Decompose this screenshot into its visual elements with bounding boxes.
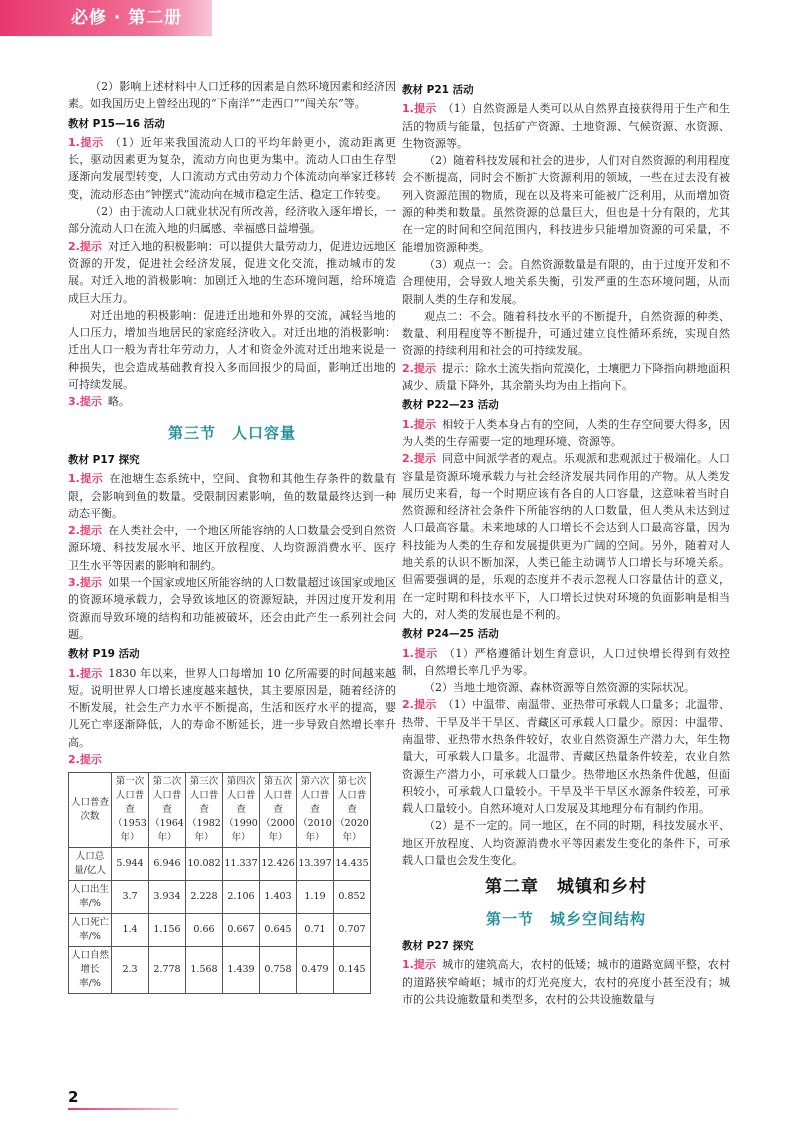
table-cell: 1.568	[186, 947, 223, 994]
answer-text: 在池塘生态系统中，空间、食物和其他生存条件的数量有限，会影响到鱼的数量。受限制因素影响，鱼的数量最终达到一种动态平衡。	[68, 472, 397, 520]
tip-label: 提示	[79, 239, 103, 253]
tip-label: 提示	[413, 417, 437, 431]
answer-text: （1）自然资源是人类可以从自然界直接获得用于生产和生活的物质与能量，包括矿产资源、土地资源、气候资源、水资源、生物资源等。	[402, 102, 731, 150]
item-number: 1.	[402, 646, 414, 660]
answer-text: 在人类社会中，一个地区所能容纳的人口数量会受到自然资源环境、科技发展水平、地区开放程度、人均资源消费水平、医疗卫生水平等因素的影响和制约。	[68, 524, 397, 572]
table-cell: 0.758	[260, 947, 297, 994]
section-heading: 教材 P24—25 活动	[402, 628, 499, 641]
answer-item	[68, 134, 396, 203]
section-title: 第一节 城乡空间结构	[485, 909, 646, 928]
right-column	[402, 79, 730, 1008]
row-label: 人口死亡率/%	[69, 914, 112, 947]
item-number: 3.	[68, 395, 80, 409]
table-column-header: 第一次人口普查（1953年）	[112, 773, 149, 848]
answer-text: 略。	[107, 395, 130, 409]
tip-label: 提示	[413, 646, 438, 660]
section-heading: 教材 P19 活动	[68, 648, 140, 661]
table-cell: 1.19	[297, 881, 334, 914]
answer-item	[68, 665, 396, 751]
item-number: 1.	[68, 135, 80, 149]
table-cell: 0.852	[334, 881, 371, 914]
table-cell: 14.435	[334, 848, 371, 881]
item-number: 2.	[68, 752, 80, 766]
answer-text: 对迁出地的积极影响：促进迁出地和外界的交流，减轻当地的人口压力，增加当地居民的家庭经济收入。对迁出地的消极影响：迁出人口一般为青壮年劳动力，人才和资金外流对迁出地来说是一种损失，也会造成基础教育投入多而回报少的局面，影响迁出地的可持续发展。	[68, 308, 396, 392]
tip-label: 提示	[79, 135, 104, 149]
answer-text: （2）由于流动人口就业状况有所改善，经济收入逐年增长，一部分流动人口在流入地的归属感、幸福感日益增强。	[68, 205, 396, 236]
answer-item	[68, 470, 396, 522]
item-number: 2.	[402, 361, 414, 375]
item-number: 2.	[68, 239, 80, 253]
tip-label: 提示	[413, 102, 437, 116]
answer-item	[68, 751, 396, 768]
answer-text: （1）近年来我国流动人口的平均年龄更小，流动距离更长，驱动因素更为复杂，流动方向也更为集中。流动人口由生存型逐渐向发展型转变，人口流动方式由劳动力个体流动向举家迁移转变，流动形态由“钟摆式”流动向在城市稳定生活、稳定工作转变。	[68, 135, 396, 201]
item-number: 1.	[402, 102, 414, 116]
answer-item	[402, 450, 730, 623]
answer-text: 相较于人类本身占有的空间，人类的生存空间要大得多，因为人类的生存需要一定的地理环境、资源等。	[402, 417, 731, 448]
tip-label: 提示	[79, 666, 103, 680]
page-number: 2	[68, 1088, 79, 1106]
header-title: 必修 · 第二册	[71, 8, 183, 28]
table-cell: 2.106	[223, 881, 260, 914]
table-cell: 2.778	[149, 947, 186, 994]
table-column-header: 第四次人口普查（1990年）	[223, 773, 260, 848]
tip-label: 提示	[79, 395, 102, 409]
tip-label: 提示	[413, 698, 437, 712]
table-row	[69, 881, 371, 914]
answer-text: （3）观点一：会。自然资源数量是有限的，由于过度开发和不合理使用，会导致人地关系失衡，引发严重的生态环境问题，从而限制人类的生存和发展。	[402, 257, 730, 306]
table-cell: 6.946	[149, 848, 186, 881]
table-header-label: 人口普查次数	[69, 773, 112, 848]
page-number-underline	[68, 1108, 178, 1110]
item-number: 2.	[402, 698, 414, 712]
answer-text: 1830 年以来，世界人口每增加 10 亿所需要的时间越来越短。说明世界人口增长速度越来越快，其主要原因是，随着经济的不断发展，社会生产力水平不断提高，生活和医疗水平的提高，婴儿死亡率逐渐降低，人的寿命不断延长，进一步导致自然增长率升高。	[68, 666, 397, 749]
table-cell: 2.228	[186, 881, 223, 914]
tip-label: 提示	[79, 472, 104, 486]
census-table	[68, 772, 371, 994]
tip-label: 提示	[413, 361, 437, 375]
answer-item	[402, 100, 730, 152]
answer-text: （2）当地土地资源、森林资源等自然资源的实际状况。	[424, 681, 695, 695]
chapter-title: 第二章 城镇和乡村	[485, 877, 647, 898]
answer-text: 观点二：不会。随着科技水平的不断提升，自然资源的种类、数量、利用程度等不断提升，可通过建立良性循环系统，实现自然资源的持续利用和社会的可持续发展。	[402, 309, 730, 358]
answer-item	[402, 360, 730, 395]
item-number: 1.	[68, 666, 80, 680]
table-column-header: 第三次人口普查（1982年）	[186, 773, 223, 848]
answer-item	[68, 522, 396, 574]
item-number: 1.	[402, 958, 414, 972]
table-cell: 0.71	[297, 914, 334, 947]
table-header-row	[69, 773, 371, 848]
tip-label: 提示	[413, 958, 437, 972]
table-column-header: 第二次人口普查（1964年）	[149, 773, 186, 848]
table-cell: 13.397	[297, 848, 334, 881]
table-column-header: 第六次人口普查（2010年）	[297, 773, 334, 848]
tip-label: 提示	[79, 524, 103, 538]
item-number: 1.	[68, 472, 80, 486]
item-number: 2.	[402, 452, 414, 466]
row-label: 人口出生率/%	[69, 881, 112, 914]
section-title: 第三节 人口容量	[167, 423, 296, 442]
table-cell: 0.707	[334, 914, 371, 947]
table-row	[69, 848, 371, 881]
section-heading: 教材 P27 探究	[402, 939, 474, 952]
table-cell: 3.934	[149, 881, 186, 914]
section-heading: 教材 P15—16 活动	[68, 117, 165, 130]
section-heading: 教材 P21 活动	[402, 84, 474, 96]
table-cell: 0.645	[260, 914, 297, 947]
answer-text: 同意中间派学者的观点。乐观派和悲观派过于极端化。人口容量是资源环境承载力与社会经济发展共同作用的产物。从人类发展历史来看，每一个时期应该有各自的人口容量，这意味着当时自然资源和经济社会条件下所能容纳的人口数量，但人类从未达到过人口最高容量。未来地球的人口增长不会达到人口最高容量，因为科技能为人类的生存和发展提供更为广阔的空间。另外，随着对人地关系的认识不断加深，人类已能主动调节人口增长与环境关系。但需要强调的是，乐观的态度并不表示忽视人口容量估计的意义，在一定时期和科技水平下，人口增长过快对环境的负面影响是相当大的，对人类的发展也是不利的。	[402, 452, 731, 621]
table-cell: 3.7	[112, 881, 149, 914]
table-cell: 1.156	[149, 914, 186, 947]
answer-text: （2）是不一定的。同一地区，在不同的时期，科技发展水平、地区开放程度、人均资源消费水平等因素发生变化的条件下，可承载人口量也会发生变化。	[402, 819, 730, 868]
table-cell: 0.667	[223, 914, 260, 947]
answer-item	[402, 645, 730, 680]
row-label: 人口总量/亿人	[69, 848, 112, 881]
table-cell: 12.426	[260, 848, 297, 881]
item-number: 3.	[68, 576, 80, 590]
item-number: 2.	[68, 524, 80, 538]
tip-label: 提示	[413, 452, 437, 466]
table-cell: 1.403	[260, 881, 297, 914]
table-cell: 1.4	[112, 914, 149, 947]
table-row	[69, 914, 371, 947]
intro-paragraph: （2）影响上述材料中人口迁移的因素是自然环境因素和经济因素。如我国历史上曾经出现的“下南洋”“走西口”“闯关东”等。	[68, 80, 396, 111]
answer-text: （1）严格遵循计划生育意识，人口过快增长得到有效控制，自然增长率几乎为零。	[402, 646, 730, 677]
table-cell: 0.479	[297, 947, 334, 994]
row-label: 人口自然增长率/%	[69, 947, 112, 994]
answer-text: 如果一个国家或地区所能容纳的人口数量超过该国家或地区的资源环境承载力，会导致该地区的资源短缺，并因过度开发利用资源而导致环境的结构和功能被破坏，还会由此产生一系列社会问题。	[68, 576, 397, 641]
table-cell: 1.439	[223, 947, 260, 994]
answer-text: （2）随着科技发展和社会的进步，人们对自然资源的利用程度会不断提高，同时会不断扩大资源利用的领域，一些在过去没有被列入资源范围的物质，现在以及将来可能被广泛利用，从而增加资源的种类和数量。虽然资源的总量巨大，但也是十分有限的，尤其在一定的时间和空间范围内，科技进步只能增加资源的可采量，不能增加资源种类。	[402, 154, 730, 254]
table-column-header: 第七次人口普查（2020年）	[334, 773, 371, 848]
table-cell: 2.3	[112, 947, 149, 994]
tip-label: 提示	[79, 752, 102, 766]
answer-item	[402, 416, 730, 451]
table-row	[69, 947, 371, 994]
section-heading: 教材 P17 探究	[68, 453, 140, 466]
table-cell: 0.145	[334, 947, 371, 994]
answer-item	[68, 393, 396, 410]
answer-item	[68, 574, 396, 643]
tip-label: 提示	[79, 576, 103, 590]
answer-text: 提示：除水土流失指向荒漠化，土壤肥力下降指向耕地面积减少、质量下降外，其余箭头均为由上指向下。	[402, 361, 731, 393]
answer-text: （1）中温带、南温带、亚热带可承载人口量多；北温带、热带、干旱及半干旱区、青藏区可承载人口量少。原因：中温带、南温带、亚热带水热条件较好，农业自然资源生产潜力大，年生物量大，可承载人口量多。北温带、青藏区热量条件较差，农业自然资源生产潜力小，可承载人口量少。热带地区水热条件优越，但面积较小，可承载人口量较小。干旱及半干旱区水源条件较差，可承载人口量较小。自然环境对人口发展及其地理分布有制约作用。	[402, 698, 731, 816]
answer-item	[402, 956, 730, 1008]
table-cell: 5.944	[112, 848, 149, 881]
table-cell: 11.337	[223, 848, 260, 881]
answer-text: 对迁入地的积极影响：可以提供大量劳动力，促进边远地区资源的开发，促进社会经济发展，促进文化交流，推动城市的发展。对迁入地的消极影响：加剧迁入地的生态环境问题，给环境造成巨大压力。	[68, 239, 397, 305]
table-cell: 10.082	[186, 848, 223, 881]
section-heading: 教材 P22—23 活动	[402, 399, 499, 412]
item-number: 1.	[402, 417, 414, 431]
left-column	[68, 78, 396, 994]
answer-item	[402, 696, 730, 817]
table-column-header: 第五次人口普查（2000年）	[260, 773, 297, 848]
table-cell: 0.66	[186, 914, 223, 947]
answer-item	[68, 238, 396, 307]
answer-text: 城市的建筑高大，农村的低矮；城市的道路宽阔平整，农村的道路狭窄崎岖；城市的灯光亮度大，农村的亮度小甚至没有；城市的公共设施数量和类型多，农村的公共设施数量与	[402, 958, 731, 1006]
